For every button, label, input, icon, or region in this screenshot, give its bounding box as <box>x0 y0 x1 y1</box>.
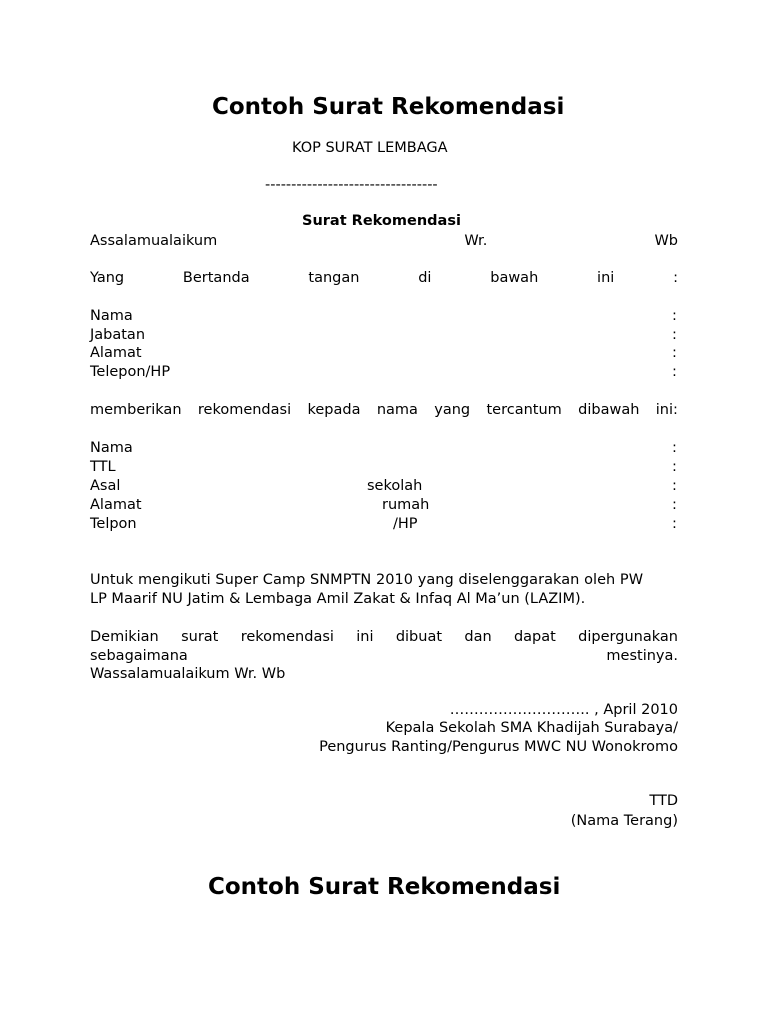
greeting-line <box>90 232 678 251</box>
letter-subtitle: Surat Rekomendasi <box>302 213 461 229</box>
closing-line <box>90 647 678 666</box>
field-colon: : <box>672 478 677 494</box>
signer-field-label: Alamat <box>90 345 142 361</box>
intro-line <box>90 269 678 288</box>
signer-role: Kepala Sekolah SMA Khadijah Surabaya/ <box>385 720 678 736</box>
closing-word: mestinya. <box>606 648 678 664</box>
closing-word: Demikian <box>90 629 159 645</box>
field-colon: : <box>672 497 677 513</box>
closing-word: dibuat <box>395 629 443 645</box>
intro-word: bawah <box>490 270 539 286</box>
page-title: Contoh Surat Rekomendasi <box>212 94 565 120</box>
recommend-word: tercantum <box>486 402 562 418</box>
signer-field-label: Jabatan <box>90 327 146 343</box>
intro-word: tangan <box>308 270 360 286</box>
recipient-field-label: Telpon <box>90 516 137 532</box>
footer-title: Contoh Surat Rekomendasi <box>208 874 561 900</box>
greeting-word: Wr. <box>464 233 488 249</box>
closing-word: dapat <box>513 629 556 645</box>
recommend-line <box>90 401 678 420</box>
recipient-field-label: Alamat <box>90 497 142 513</box>
recipient-field-suffix: sekolah <box>367 478 423 494</box>
divider-line: --------------------------------- <box>265 177 438 193</box>
greeting-word: Assalamualaikum <box>90 233 218 249</box>
closing-word: dan <box>464 629 492 645</box>
purpose-paragraph-line: LP Maarif NU Jatim & Lembaga Amil Zakat & Infaq Al Ma’un (LAZIM). <box>90 591 586 607</box>
recipient-field-suffix: /HP <box>393 516 418 532</box>
signer-field-label: Telepon/HP <box>90 364 171 380</box>
recommend-word: ini: <box>655 402 678 418</box>
date-line: ……………………….. , April 2010 <box>449 702 678 718</box>
intro-word: ini <box>597 270 615 286</box>
field-colon: : <box>672 308 677 324</box>
closing-word: rekomendasi <box>240 629 334 645</box>
closing-word: surat <box>181 629 219 645</box>
closing-word: sebagaimana <box>90 648 188 664</box>
closing-word: dipergunakan <box>578 629 678 645</box>
closing-word: ini <box>356 629 374 645</box>
greeting-word: Wb <box>654 233 678 249</box>
closing-salutation: Wassalamualaikum Wr. Wb <box>90 666 286 682</box>
recipient-field-suffix: rumah <box>382 497 430 513</box>
intro-word: Yang <box>90 270 125 286</box>
recommend-word: yang <box>434 402 471 418</box>
field-colon: : <box>672 327 677 343</box>
recipient-field-label: Nama <box>90 440 133 456</box>
recommend-word: dibawah <box>578 402 640 418</box>
intro-word: : <box>673 270 678 286</box>
signature-marker: TTD <box>649 793 678 809</box>
recommend-word: memberikan <box>90 402 182 418</box>
purpose-paragraph-line: Untuk mengikuti Super Camp SNMPTN 2010 yang diselenggarakan oleh PW <box>90 572 644 588</box>
recommend-word: kepada <box>307 402 361 418</box>
field-colon: : <box>672 440 677 456</box>
signer-field-label: Nama <box>90 308 133 324</box>
letterhead-label: KOP SURAT LEMBAGA <box>292 140 448 156</box>
intro-word: di <box>418 270 432 286</box>
intro-word: Bertanda <box>182 270 250 286</box>
signer-role: Pengurus Ranting/Pengurus MWC NU Wonokromo <box>319 739 678 755</box>
recipient-field-label: Asal <box>90 478 121 494</box>
field-colon: : <box>672 364 677 380</box>
field-colon: : <box>672 345 677 361</box>
signer-name: (Nama Terang) <box>570 813 678 829</box>
field-colon: : <box>672 459 677 475</box>
closing-line <box>90 628 678 647</box>
field-colon: : <box>672 516 677 532</box>
recipient-field-label: TTL <box>90 459 116 475</box>
recommend-word: rekomendasi <box>197 402 292 418</box>
recommend-word: nama <box>376 402 418 418</box>
